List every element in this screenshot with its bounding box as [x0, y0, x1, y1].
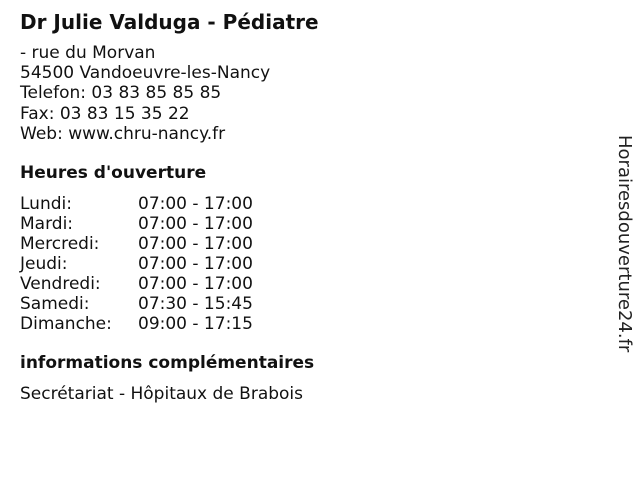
time-range: 07:00 - 17:00 [138, 214, 253, 234]
phone-number: Telefon: 03 83 85 85 85 [20, 83, 222, 104]
day-label: Lundi: [20, 194, 72, 214]
day-label: Mardi: [20, 214, 74, 234]
day-label: Vendredi: [20, 274, 101, 294]
time-range: 07:00 - 17:00 [138, 274, 253, 294]
website: Web: www.chru-nancy.fr [20, 123, 226, 144]
additional-info-heading: informations complémentaires [20, 353, 315, 373]
time-range: 09:00 - 17:15 [138, 314, 253, 334]
time-range: 07:00 - 17:00 [138, 254, 253, 274]
fax-number: Fax: 03 83 15 35 22 [20, 103, 190, 124]
time-range: 07:00 - 17:00 [138, 194, 253, 214]
day-label: Jeudi: [20, 254, 68, 274]
day-label: Mercredi: [20, 234, 100, 254]
site-watermark: Horairesdouverture24.fr [614, 135, 635, 353]
city-address: 54500 Vandoeuvre-les-Nancy [20, 63, 271, 84]
time-range: 07:30 - 15:45 [138, 294, 253, 314]
street-address: - rue du Morvan [20, 43, 156, 63]
day-label: Samedi: [20, 294, 90, 314]
day-label: Dimanche: [20, 314, 112, 334]
time-range: 07:00 - 17:00 [138, 234, 253, 254]
contact-block [20, 43, 270, 144]
additional-info-text: Secrétariat - Hôpitaux de Brabois [20, 384, 304, 404]
page-title: Dr Julie Valduga - Pédiatre [20, 10, 319, 34]
opening-hours-heading: Heures d'ouverture [20, 163, 207, 183]
